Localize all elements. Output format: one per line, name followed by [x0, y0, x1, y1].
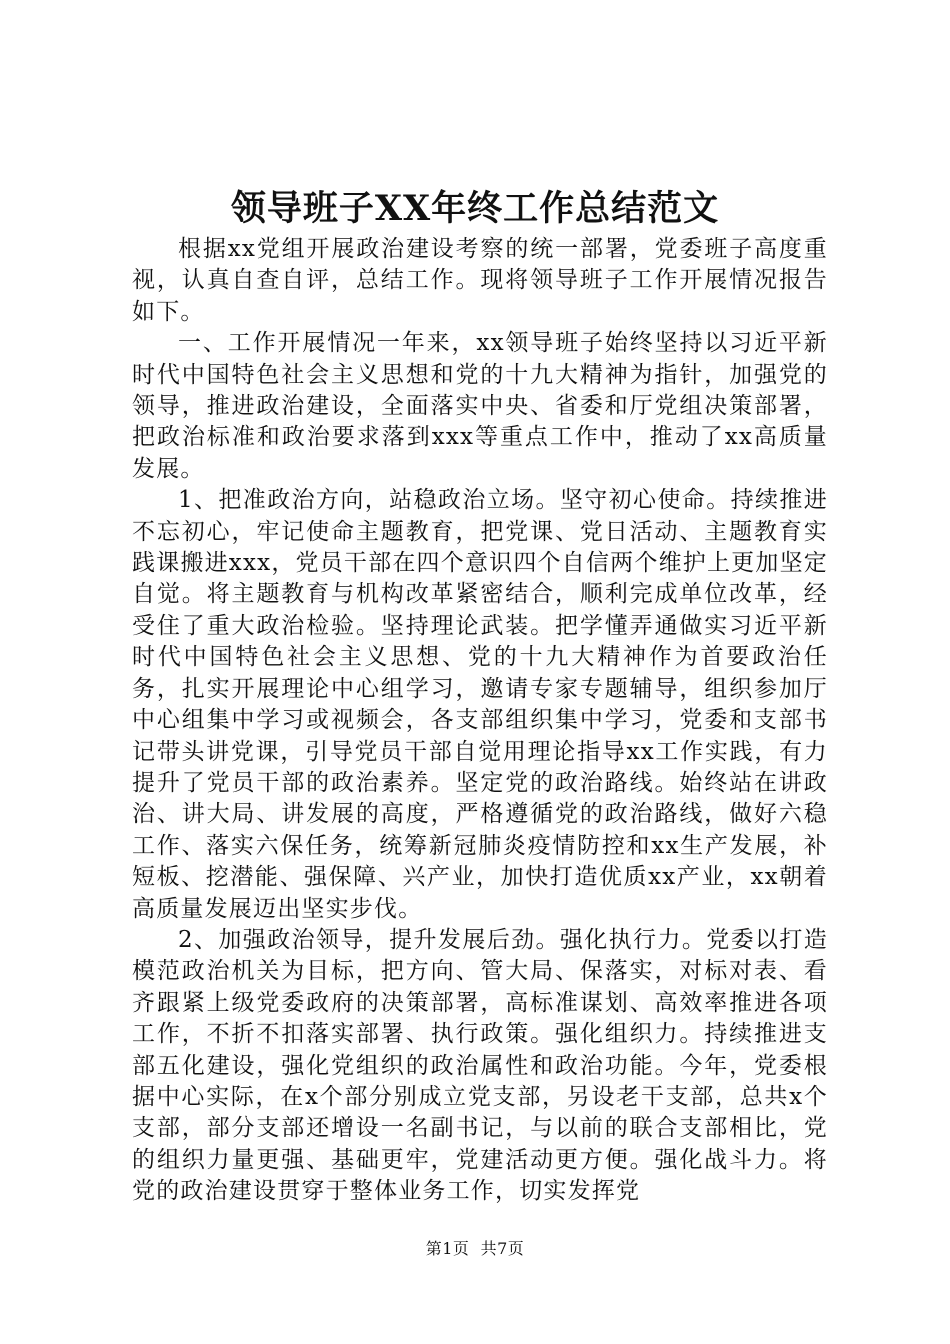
paragraph-item-two: 2、加强政治领导，提升发展后劲。强化执行力。党委以打造模范政治机关为目标，把方向、管大局、保落实，对标对表、看齐跟紧上级党委政府的决策部署，高标准谋划、高效率推进各项工作，不折不扣落实部署、执行政策。强化组织力。持续推进支部五化建设，强化党组织的政治属性和政治功能。今年，党委根据中心实际，在x个部分别成立党支部，另设老干支部，总共x个支部，部分支部还增设一名副书记，与以前的联合支部相比，党的组织力量更强、基础更牢，党建活动更方便。强化战斗力。将党的政治建设贯穿于整体业务工作，切实发挥党 — [132, 926, 828, 1205]
page-number: 第1页 共7页 — [425, 1239, 525, 1258]
paragraph-intro: 根据xx党组开展政治建设考察的统一部署，党委班子高度重视，认真自查自评，总结工作。现将领导班子工作开展情况报告如下。 — [132, 236, 828, 325]
page-footer — [0, 1238, 950, 1260]
paragraph-item-one: 1、把准政治方向，站稳政治立场。坚守初心使命。持续推进不忘初心，牢记使命主题教育，把党课、党日活动、主题教育实践课搬进xxx，党员干部在四个意识四个自信两个维护上更加坚定自觉。将主题教育与机构改革紧密结合，顺利完成单位改革，经受住了重大政治检验。坚持理论武装。把学懂弄通做实习近平新时代中国特色社会主义思想、党的十九大精神作为首要政治任务，扎实开展理论中心组学习，邀请专家专题辅导，组织参加厅中心组集中学习或视频会，各支部组织集中学习，党委和支部书记带头讲党课，引导党员干部自觉用理论指导xx工作实践，有力提升了党员干部的政治素养。坚定党的政治路线。始终站在讲政治、讲大局、讲发展的高度，严格遵循党的政治路线，做好六稳工作、落实六保任务，统筹新冠肺炎疫情防控和xx生产发展，补短板、挖潜能、强保障、兴产业，加快打造优质xx产业，xx朝着高质量发展迈出坚实步伐。 — [132, 487, 828, 922]
document-title: 领导班子XX年终工作总结范文 — [230, 188, 720, 229]
paragraph-section-one: 一、工作开展情况一年来，xx领导班子始终坚持以习近平新时代中国特色社会主义思想和党的十九大精神为指针，加强党的领导，推进政治建设，全面落实中央、省委和厅党组决策部署，把政治标准和政治要求落到xxx等重点工作中，推动了xx高质量发展。 — [132, 330, 828, 482]
document-body — [132, 234, 828, 1208]
